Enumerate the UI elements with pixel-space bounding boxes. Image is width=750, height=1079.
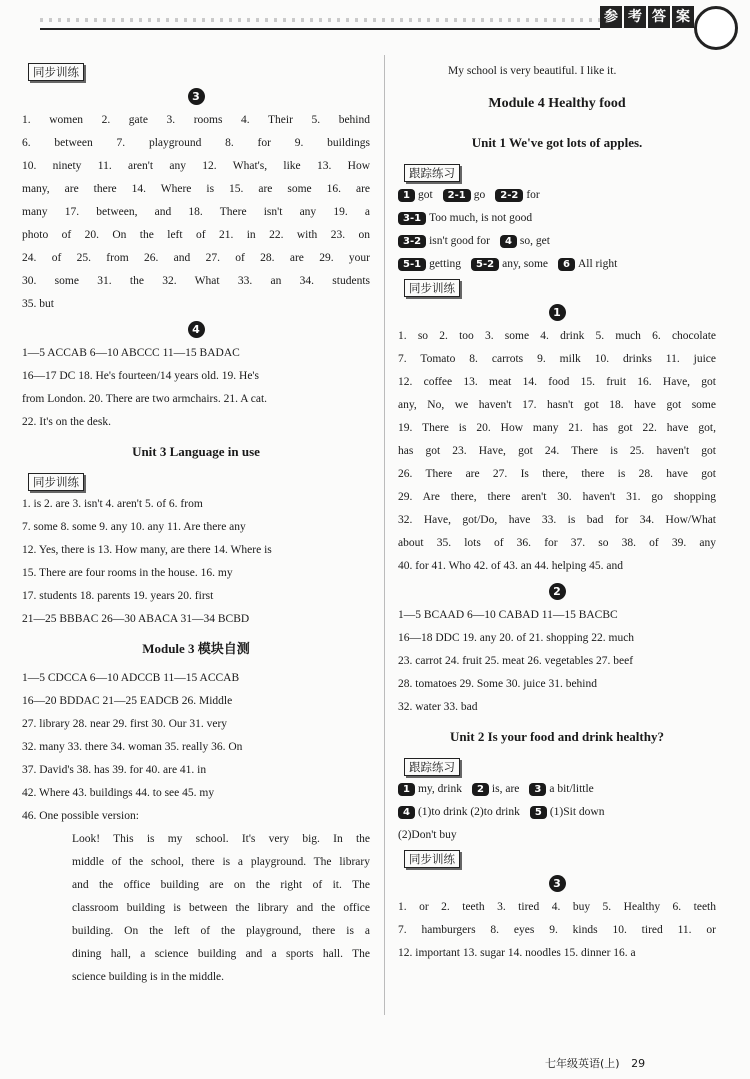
- answer-key-badge: [600, 6, 694, 28]
- answer-line: 30. some 31. the 32. What 33. an 34. students: [22, 275, 370, 287]
- answer-line: 17. students 18. parents 19. years 20. first: [22, 590, 214, 602]
- answer-line: 32. Have, got/Do, have 33. is bad for 34. How/What: [398, 514, 716, 526]
- page-footer: [545, 1055, 645, 1071]
- unit-title: Unit 1 We've got lots of apples.: [471, 135, 643, 150]
- answer-line: 16—18 DDC 19. any 20. of 21. shopping 22. much: [398, 632, 635, 644]
- item-number-badge: 3: [529, 783, 546, 796]
- answer-line: 42. Where 43. buildings 44. to see 45. my: [22, 787, 215, 799]
- answer-line: 12. Yes, there is 13. How many, are there 14. Where is: [22, 544, 272, 556]
- answer-text: is, are: [491, 783, 520, 795]
- answer-line: 16—20 BDDAC 21—25 EADCB 26. Middle: [22, 695, 233, 707]
- sample-essay: [22, 828, 370, 989]
- module-test-title: Module 3 模块自测: [142, 641, 250, 656]
- section-tag: 同步训练: [28, 473, 84, 491]
- answer-line: any, No, we haven't 17. hasn't got 18. have got some: [398, 399, 716, 411]
- answer-line: 28. tomatoes 29. Some 30. juice 31. behind: [398, 678, 597, 690]
- answer-line: dining hall, a science building and a sports hall. The: [72, 948, 370, 960]
- unit-title: Unit 3 Language in use: [132, 444, 260, 459]
- answer-block: [398, 604, 716, 719]
- item-number-badge: 2-2: [495, 189, 523, 202]
- answer-line: 23. carrot 24. fruit 25. meat 26. vegetables 27. beef: [398, 655, 634, 667]
- answer-line: 1—5 ACCAB 6—10 ABCCC 11—15 BADAC: [22, 347, 240, 359]
- essay-closing-line: My school is very beautiful. I like it.: [448, 65, 617, 77]
- badge-char: 案: [672, 6, 694, 28]
- follow-up-line: [398, 778, 716, 801]
- item-number-badge: 4: [500, 235, 517, 248]
- header-rule: [40, 28, 600, 30]
- badge-char: 参: [600, 6, 622, 28]
- answer-line: about 35. lots of 36. for 37. so 38. of 39. any: [398, 537, 716, 549]
- follow-up-answers: [398, 184, 716, 276]
- section-number: 4: [22, 316, 370, 342]
- answer-line: 26. There are 27. Is there, there is 28. have got: [398, 468, 716, 480]
- answer-text: a bit/little: [549, 783, 594, 795]
- section-tag: 同步训练: [404, 279, 460, 297]
- item-number-badge: 1: [398, 783, 415, 796]
- column-divider: [384, 55, 385, 1015]
- follow-up-line: [398, 184, 716, 207]
- badge-char: 考: [624, 6, 646, 28]
- left-column: [22, 60, 370, 989]
- item-number-badge: 1: [398, 189, 415, 202]
- follow-up-line: [398, 253, 716, 276]
- answer-line: 40. for 41. Who 42. of 43. an 44. helping 45. and: [398, 560, 623, 572]
- section-number: 3: [22, 83, 370, 109]
- answer-line: 6. between 7. playground 8. for 9. buildings: [22, 137, 370, 149]
- section-number: 1: [398, 299, 716, 325]
- answer-line: 24. of 25. from 26. and 27. of 28. are 29. your: [22, 252, 370, 264]
- answer-text: getting: [429, 258, 462, 270]
- answer-line: 21—25 BBBAC 26—30 ABACA 31—34 BCBD: [22, 613, 250, 625]
- answer-text: (1)Sit down: [549, 806, 605, 818]
- answer-line: 12. important 13. sugar 14. noodles 15. dinner 16. a: [398, 947, 636, 959]
- answer-line: 27. library 28. near 29. first 30. Our 31. very: [22, 718, 228, 730]
- answer-block: [22, 109, 370, 316]
- answer-line: Look! This is my school. It's very big. In the: [72, 833, 370, 845]
- section-number: 3: [398, 870, 716, 896]
- item-number-badge: 4: [398, 806, 415, 819]
- follow-up-line: [398, 207, 716, 230]
- item-number-badge: 3-2: [398, 235, 426, 248]
- unit-title: Unit 2 Is your food and drink healthy?: [450, 729, 664, 744]
- answer-line: many, are there 14. Where is 15. are some 16. are: [22, 183, 370, 195]
- item-number-badge: 2-1: [443, 189, 471, 202]
- follow-up-line: [398, 801, 716, 824]
- answer-block: [398, 896, 716, 965]
- answer-line: and the office building are on the right of it. The: [72, 879, 370, 891]
- answer-block: [22, 493, 370, 631]
- right-column: [398, 60, 716, 965]
- answer-line: 37. David's 38. has 39. for 40. are 41. in: [22, 764, 207, 776]
- answer-line: from London. 20. There are two armchairs. 21. A cat.: [22, 393, 268, 405]
- answer-line: 1. or 2. teeth 3. tired 4. buy 5. Healthy 6. teeth: [398, 901, 716, 913]
- answer-line: 12. coffee 13. meat 14. food 15. fruit 16. Have, got: [398, 376, 716, 388]
- answer-line: 16—17 DC 18. He's fourteen/14 years old. 19. He's: [22, 370, 259, 382]
- answer-line: 35. but: [22, 298, 54, 310]
- answer-text: Too much, is not good: [429, 212, 533, 224]
- answer-line: 7. hamburgers 8. eyes 9. kinds 10. tired 11. or: [398, 924, 716, 936]
- answer-text: isn't good for: [429, 235, 490, 247]
- answer-line: 7. Tomato 8. carrots 9. milk 10. drinks 11. juice: [398, 353, 716, 365]
- answer-line: 19. There is 20. How many 21. has got 22. have got,: [398, 422, 716, 434]
- answer-line: 1—5 BCAAD 6—10 CABAD 11—15 BACBC: [398, 609, 618, 621]
- answer-line: 32. many 33. there 34. woman 35. really 36. On: [22, 741, 243, 753]
- answer-text: for: [526, 189, 540, 201]
- answer-line: 1. is 2. are 3. isn't 4. aren't 5. of 6. from: [22, 498, 203, 510]
- item-number-badge: 2: [472, 783, 489, 796]
- answer-text: got: [417, 189, 433, 201]
- section-number: 2: [398, 578, 716, 604]
- page-header: [0, 0, 750, 52]
- follow-up-line: [398, 230, 716, 253]
- answer-line: 1. women 2. gate 3. rooms 4. Their 5. behind: [22, 114, 370, 126]
- answer-line: science building is in the middle.: [72, 971, 225, 983]
- item-number-badge: 5-1: [398, 258, 426, 271]
- answer-line: 22. It's on the desk.: [22, 416, 111, 428]
- badge-char: 答: [648, 6, 670, 28]
- answer-line: 46. One possible version:: [22, 810, 139, 822]
- module-title: Module 4 Healthy food: [488, 96, 626, 111]
- book-title: 七年级英语(上): [545, 1057, 620, 1070]
- section-tag: 同步训练: [404, 850, 460, 868]
- answer-line: classroom building is between the library and the office: [72, 902, 370, 914]
- answer-text: any, some: [502, 258, 548, 270]
- answer-text: All right: [577, 258, 618, 270]
- answer-line: 1. so 2. too 3. some 4. drink 5. much 6. chocolate: [398, 330, 716, 342]
- answer-line: building. On the left of the playground, there is a: [72, 925, 370, 937]
- answer-text: my, drink: [417, 783, 462, 795]
- answer-line: photo of 20. On the left of 21. in 22. with 23. on: [22, 229, 370, 241]
- header-dots: [40, 18, 600, 22]
- follow-up-answers: [398, 778, 716, 824]
- section-tag: 跟踪练习: [404, 164, 460, 182]
- answer-text: go: [473, 189, 486, 201]
- follow-up-line: (2)Don't buy: [398, 829, 457, 841]
- answer-line: has got 23. Have, got 24. There is 25. haven't got: [398, 445, 716, 457]
- section-tag: 跟踪练习: [404, 758, 460, 776]
- answer-text: so, get: [519, 235, 550, 247]
- item-number-badge: 5: [530, 806, 547, 819]
- answer-line: 29. Are there, there aren't 30. haven't 31. go shopping: [398, 491, 716, 503]
- answer-text: (1)to drink (2)to drink: [417, 806, 520, 818]
- item-number-badge: 6: [558, 258, 575, 271]
- item-number-badge: 5-2: [471, 258, 499, 271]
- answer-block: [22, 667, 370, 828]
- answer-line: 7. some 8. some 9. any 10. any 11. Are there any: [22, 521, 246, 533]
- item-number-badge: 3-1: [398, 212, 426, 225]
- section-tag: 同步训练: [28, 63, 84, 81]
- answer-block: [22, 342, 370, 434]
- answer-line: 1—5 CDCCA 6—10 ADCCB 11—15 ACCAB: [22, 672, 240, 684]
- answer-line: 15. There are four rooms in the house. 16. my: [22, 567, 233, 579]
- page-number: 29: [631, 1057, 646, 1070]
- answer-line: 10. ninety 11. aren't any 12. What's, like 13. How: [22, 160, 370, 172]
- answer-line: middle of the school, there is a playground. The library: [72, 856, 370, 868]
- answer-line: many 17. between, and 18. There isn't any 19. a: [22, 206, 370, 218]
- publisher-logo-icon: [694, 6, 738, 50]
- answer-line: 32. water 33. bad: [398, 701, 478, 713]
- answer-block: [398, 325, 716, 578]
